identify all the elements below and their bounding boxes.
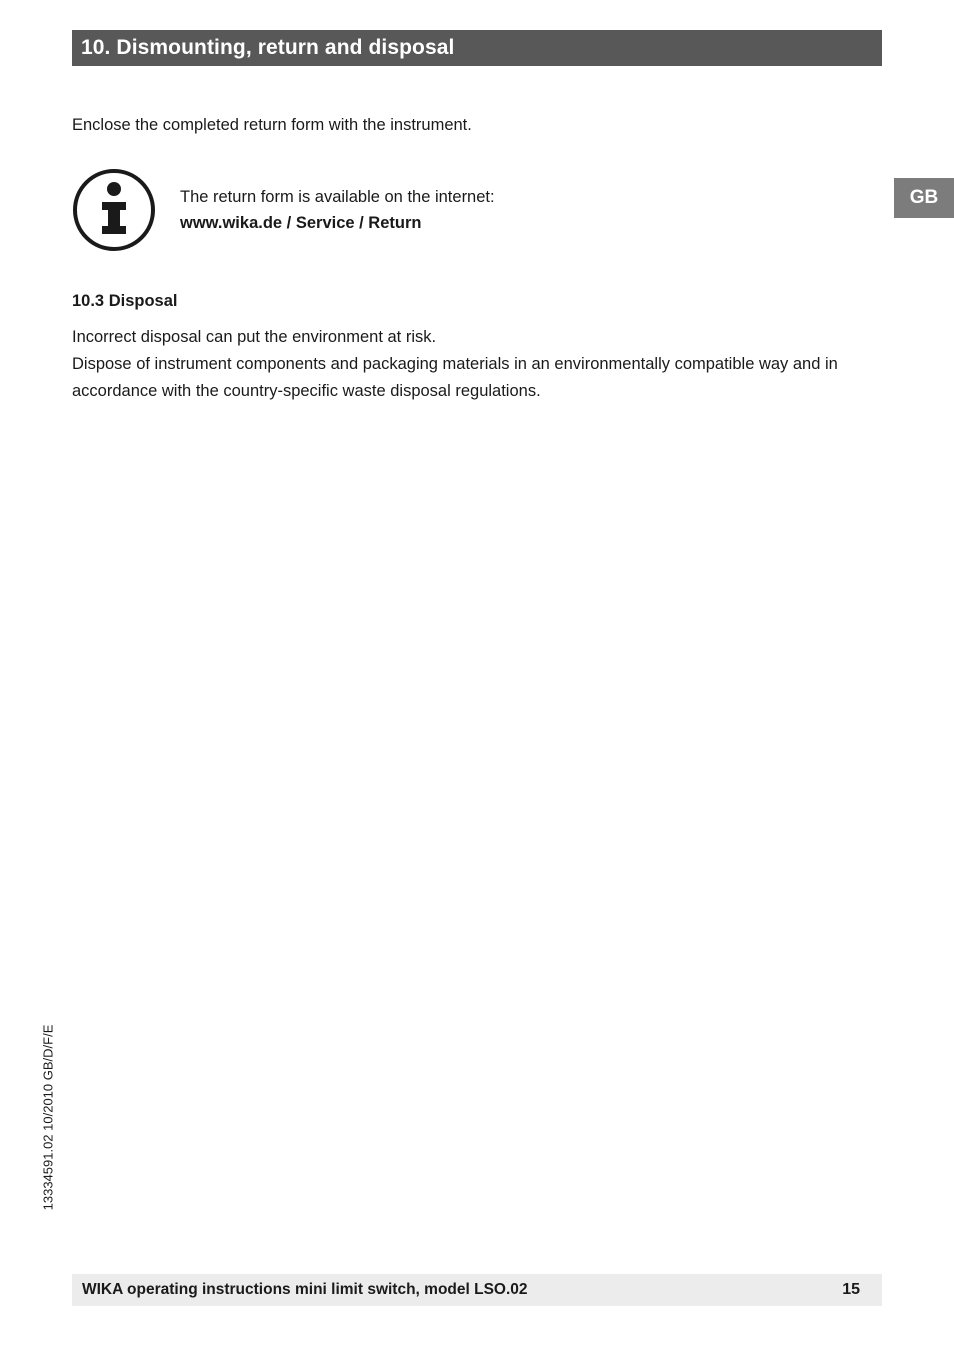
info-icon [72, 168, 156, 252]
info-note-line-2: www.wika.de / Service / Return [180, 214, 422, 232]
language-tab-label: GB [909, 187, 939, 208]
chapter-header-bar [72, 30, 882, 66]
intro-paragraph: Enclose the completed return form with the instrument. [72, 116, 472, 134]
footer-document-title: WIKA operating instructions mini limit switch, model LSO.02 [82, 1281, 528, 1298]
section-paragraph-2: Dispose of instrument components and packaging materials in an environmentally compatible way and in accordance with the country-specific waste disposal regulations. [72, 355, 838, 400]
document-code: 13334591.02 10/2010 GB/D/F/E [40, 1024, 56, 1211]
page-footer [72, 1274, 882, 1306]
language-tab-gb [894, 178, 954, 218]
section-body-10-3 [72, 324, 872, 405]
section-heading-10-3: 10.3 Disposal [72, 292, 178, 310]
info-note-line-1: The return form is available on the internet: [180, 188, 495, 206]
info-note [72, 168, 872, 252]
footer-page-number: 15 [842, 1281, 860, 1298]
section-paragraph-1: Incorrect disposal can put the environment at risk. [72, 328, 437, 346]
page-title: 10. Dismounting, return and disposal [81, 36, 455, 59]
info-note-text [180, 168, 495, 236]
